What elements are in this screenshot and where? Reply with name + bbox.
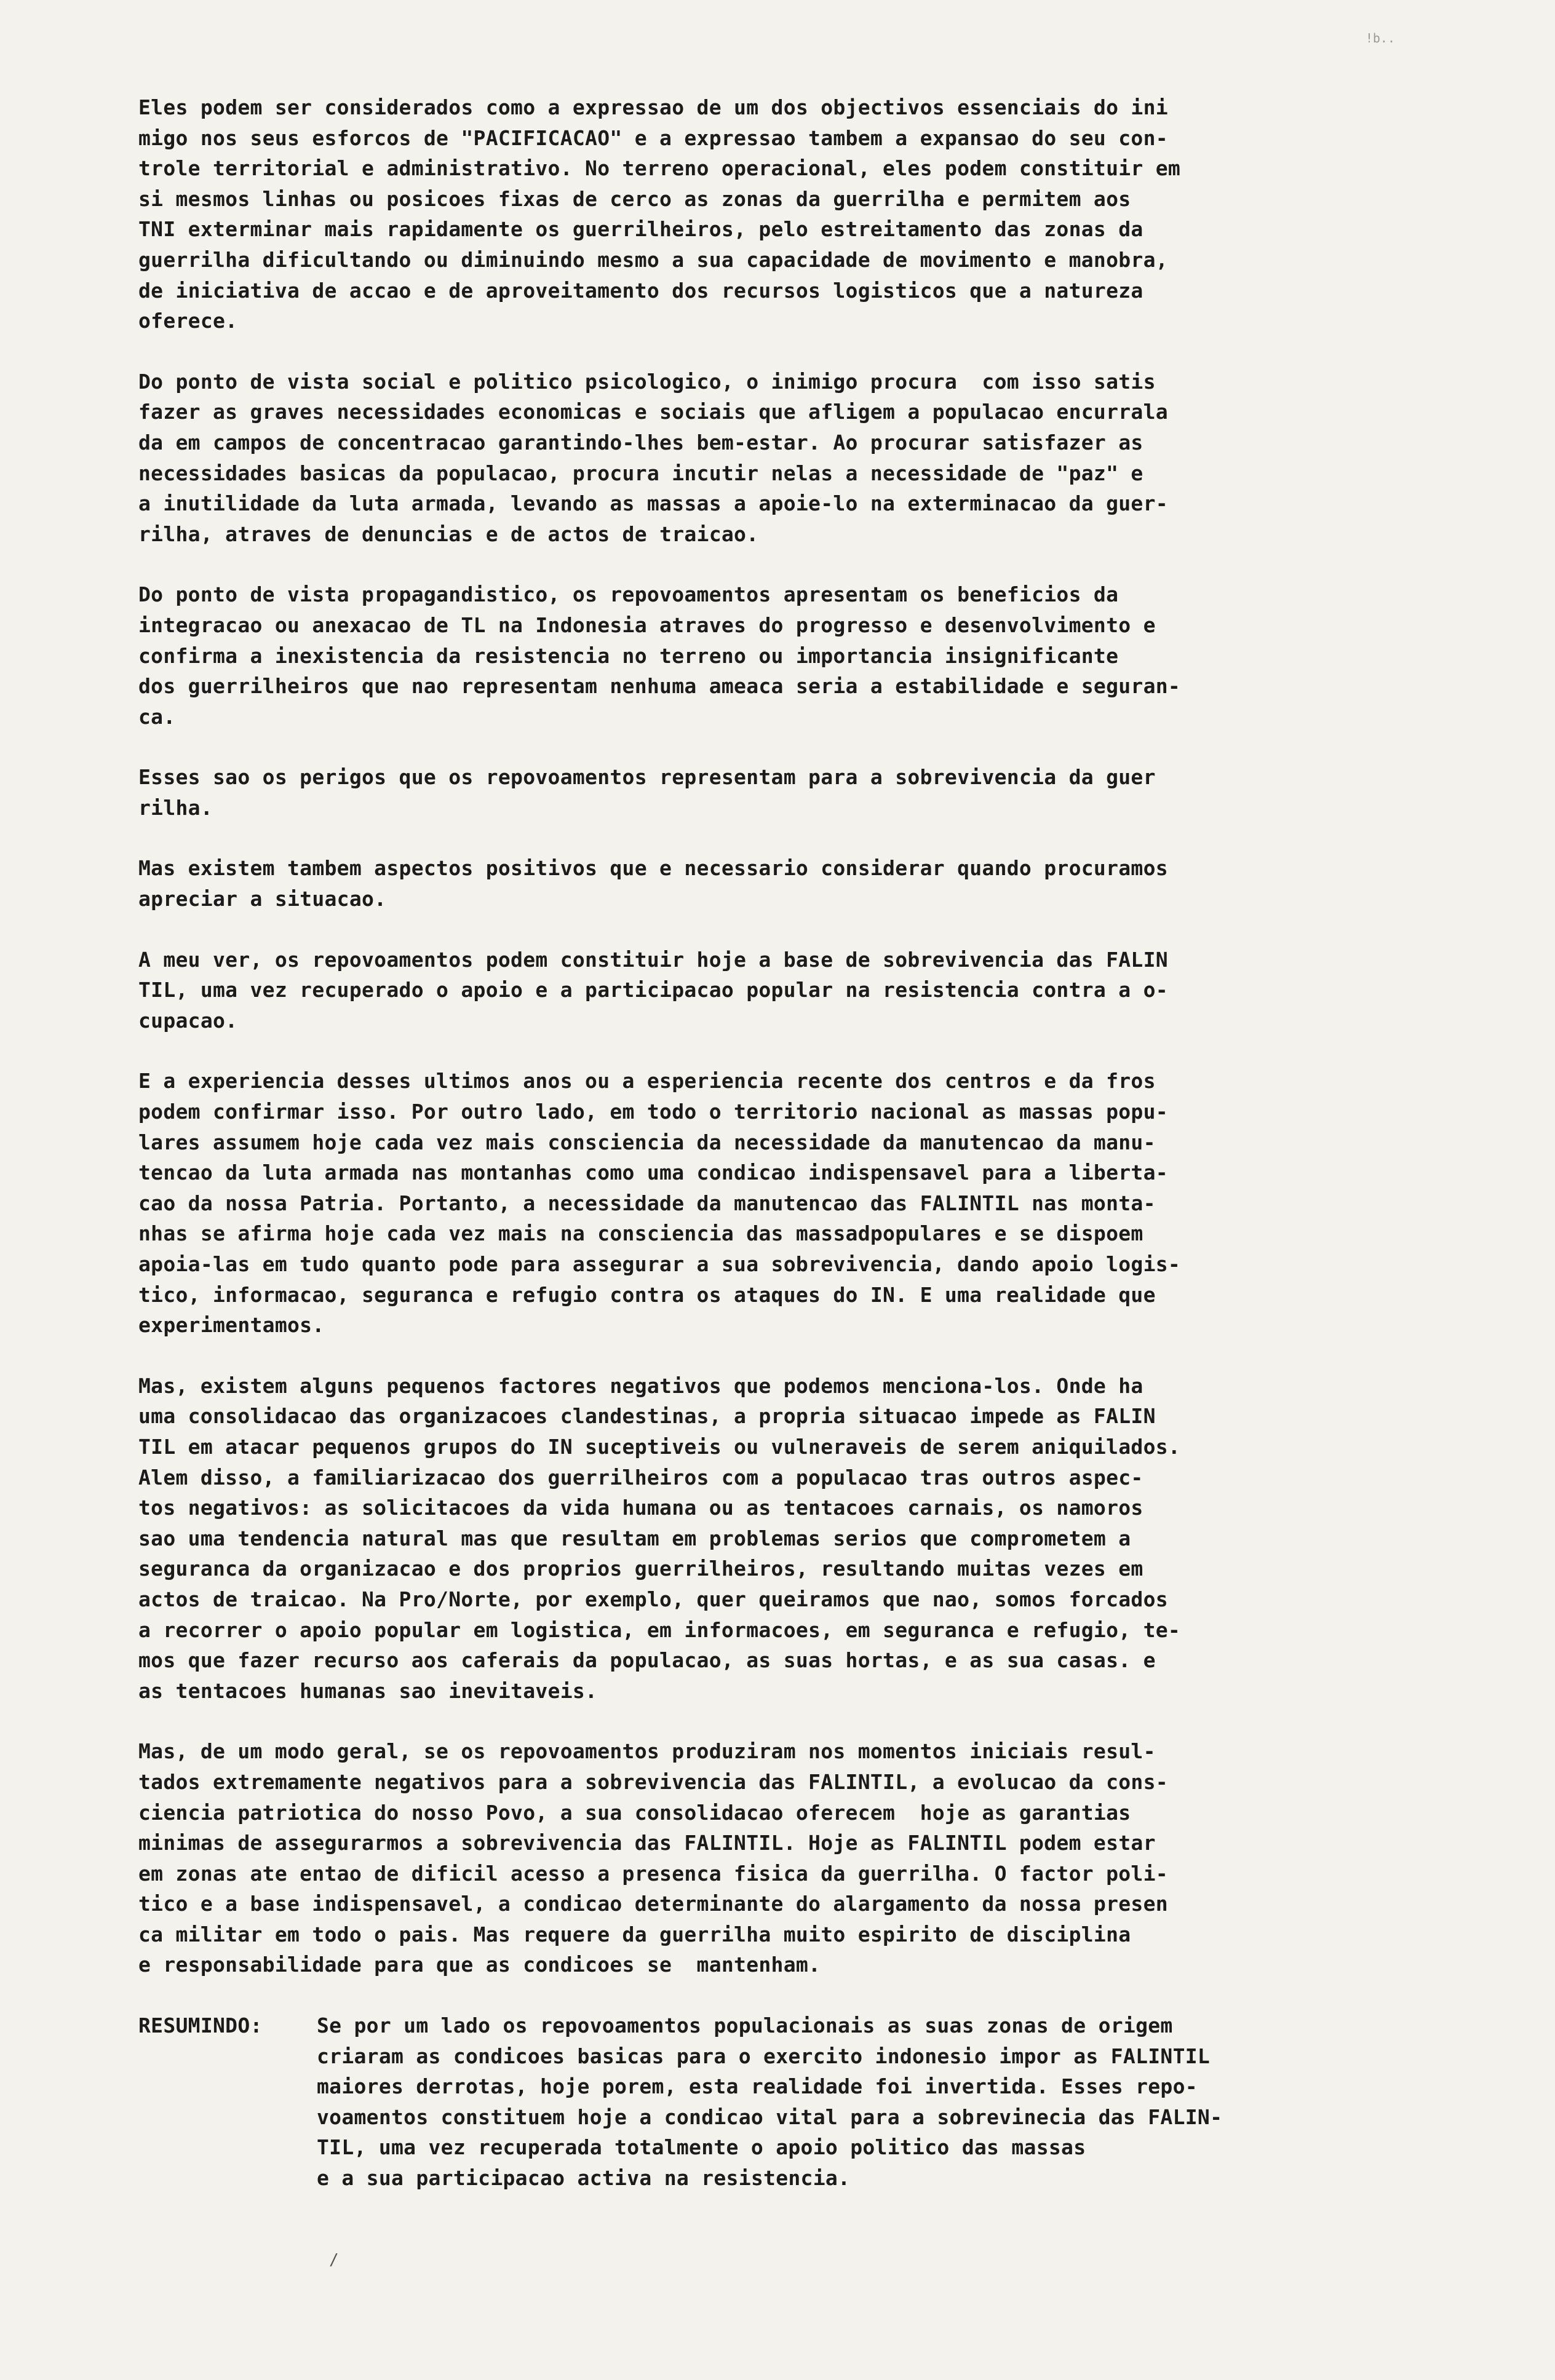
summary-section [138, 2010, 1506, 2194]
paragraph-experience: E a experiencia desses ultimos anos ou a esperiencia recente dos centros e da fros podem confirmar isso. Por outro lado, em todo o territorio nacional as massas popu- lares assumem hoje cada vez mais consciencia da necessidade da manutencao da manu- tencao da luta armada nas montanhas como uma condicao indispensavel para a liberta- cao da nossa Patria. Portanto, a necessidade da manutencao das FALINTIL nas monta- nhas se afirma hoje cada vez mais na consciencia das massadpopulares e se dispoem apoia-las em tudo quanto pode para assegurar a sua sobrevivencia, dando apoio logis- tico, informacao, seguranca e refugio contra os ataques do IN. E uma realidade que experimentamos. [138, 1069, 1181, 1338]
paragraph-propaganda: Do ponto de vista propagandistico, os repovoamentos apresentam os beneficios da integracao ou anexacao de TL na Indonesia atraves do progresso e desenvolvimento e confirma a inexistencia da resistencia no terreno ou importancia insignificante dos guerrilheiros que nao representam nenhuma ameaca seria a estabilidade e seguran- ca. [138, 582, 1181, 729]
summary-label: RESUMINDO: [138, 2013, 263, 2038]
summary-text: Se por um lado os repovoamentos populacionais as suas zonas de origem criaram as condicoes basicas para o exercito indonesio impor as FALINTIL maiores derrotas, hoje porem, esta realidade foi invertida. Esses repo- voamentos constituem hoje a condicao vital para a sobrevinecia das FALIN- TIL, uma vez recuperada totalmente o apoio politico das massas e a sua participacao activa na resistencia. [317, 2013, 1223, 2191]
paragraph-social-political: Do ponto de vista social e politico psicologico, o inimigo procura com isso satis fazer as graves necessidades economicas e sociais que afligem a populacao encurrala da em campos de concentracao garantindo-lhes bem-estar. Ao procurar satisfazer as necessidades basicas da populacao, procura incutir nelas a necessidade de "paz" e a inutilidade da luta armada, levando as massas a apoie-lo na exterminacao da guer- rilha, atraves de denuncias e de actos de traicao. [138, 369, 1168, 546]
paragraph-negative-factors: Mas, existem alguns pequenos factores negativos que podemos menciona-los. Onde ha uma consolidacao das organizacoes clandestinas, a propria situacao impede as FALIN TIL em atacar pequenos grupos do IN suceptiveis ou vulneraveis de serem aniquilados. Alem disso, a familiarizacao dos guerrilheiros com a populacao tras outros aspec- tos negativos: as solicitacoes da vida humana ou as tentacoes carnais, os namoros sao uma tendencia natural mas que resultam em problemas serios que comprometem a seguranca da organizacao e dos proprios guerrilheiros, resultando muitas vezes em actos de traicao. Na Pro/Norte, por exemplo, quer queiramos que nao, somos forcados a recorrer o apoio popular em logistica, em informacoes, em seguranca e refugio, te- mos que fazer recurso aos caferais da populacao, as suas hortas, e as sua casas. e as tentacoes humanas sao inevitaveis. [138, 1373, 1181, 1703]
paragraph-general-conclusion: Mas, de um modo geral, se os repovoamentos produziram nos momentos iniciais resul- tados extremamente negativos para a sobrevivencia das FALINTIL, a evolucao da cons- ciencia patriotica do nosso Povo, a sua consolidacao oferecem hoje as garantias minimas de assegurarmos a sobrevivencia das FALINTIL. Hoje as FALINTIL podem estar em zonas ate entao de dificil acesso a presenca fisica da guerrilha. O factor poli- tico e a base indispensavel, a condicao determinante do alargamento da nossa presen ca militar em todo o pais. Mas requere da guerrilha muito espirito de disciplina e responsabilidade para que as condicoes se mantenham. [138, 1739, 1168, 1977]
paragraph-survival-base: A meu ver, os repovoamentos podem constituir hoje a base de sobrevivencia das FALIN TIL, uma vez recuperado o apoio e a participacao popular na resistencia contra a o- cupacao. [138, 947, 1168, 1033]
corner-mark: !b.. [1365, 31, 1395, 46]
paragraph-positive-aspects: Mas existem tambem aspectos positivos que e necessario considerar quando procuramos apreciar a situacao. [138, 856, 1168, 911]
paragraph-objectives: Eles podem ser considerados como a expressao de um dos objectivos essenciais do ini migo nos seus esforcos de "PACIFICACAO" e a expressao tambem a expansao do seu con- trole territorial e administrativo. No terreno operacional, eles podem constituir em si mesmos linhas ou posicoes fixas de cerco as zonas da guerrilha e permitem aos TNI exterminar mais rapidamente os guerrilheiros, pelo estreitamento das zonas da guerrilha dificultando ou diminuindo mesmo a sua capacidade de movimento e manobra, de iniciativa de accao e de aproveitamento dos recursos logisticos que a natureza oferece. [138, 95, 1181, 333]
stray-mark: / [329, 2251, 339, 2269]
paragraph-dangers: Esses sao os perigos que os repovoamentos representam para a sobrevivencia da guer rilha. [138, 765, 1156, 820]
